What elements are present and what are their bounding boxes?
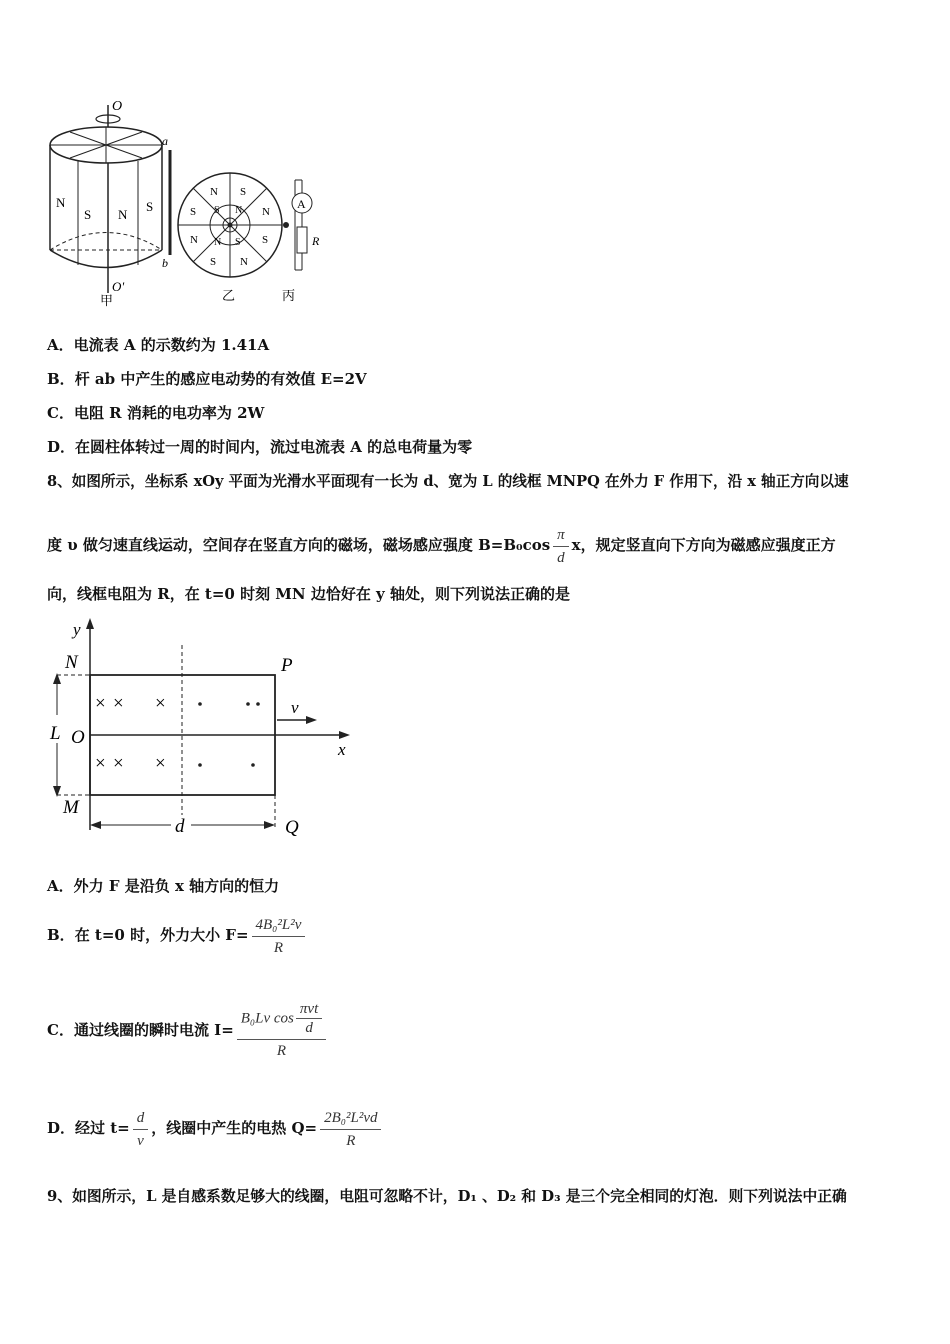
frac-num: d — [133, 1107, 149, 1130]
frac-num: 2B₀²L²vd — [320, 1107, 381, 1130]
disk-label: N — [235, 205, 243, 216]
label-Q: Q — [285, 817, 299, 838]
disk-label: S — [240, 186, 247, 198]
time-fraction — [133, 1107, 149, 1152]
label-A: A — [297, 197, 306, 211]
frac-den: d — [557, 549, 565, 566]
heat-fraction — [320, 1107, 381, 1152]
frac-num — [237, 1000, 326, 1040]
q8-option-b — [47, 910, 308, 960]
label-P: P — [281, 655, 293, 676]
q7-option-b — [47, 369, 367, 389]
label-R: R — [312, 234, 320, 248]
label-y: y — [73, 620, 81, 639]
option-letter: A． — [47, 336, 74, 354]
label-jia: 甲 — [100, 293, 114, 308]
cross-mark: × — [113, 753, 124, 774]
figure-1 — [40, 95, 340, 310]
option-text-1: 经过 t= — [75, 1119, 130, 1137]
q7-option-d — [47, 437, 472, 457]
q9-line-1: 9、如图所示，L 是自感系数足够大的线圈，电阻可忽略不计，D₁ 、D₂ 和 D₃ 是三个完全相同的灯泡．则下列说法中正确 — [47, 1188, 847, 1205]
option-text-2: ，线圈中产生的电热 Q= — [151, 1119, 318, 1137]
disk-label: N — [190, 234, 198, 246]
resistor-R — [297, 227, 307, 253]
label-a: a — [162, 134, 168, 148]
label-L: L — [50, 723, 61, 744]
disk-label: N — [240, 256, 248, 268]
option-text: 通过线圈的瞬时电流 I= — [73, 1021, 234, 1039]
q7-option-a — [47, 335, 269, 355]
q7-option-c — [47, 403, 264, 423]
figure-2 — [45, 615, 365, 845]
label-O: O — [71, 727, 85, 748]
label-M: M — [63, 797, 79, 818]
disk-label: S — [235, 237, 241, 248]
option-letter: D． — [47, 1119, 76, 1137]
inner-fraction — [296, 1000, 322, 1037]
option-text: 电阻 R 消耗的电功率为 2W — [73, 404, 265, 422]
option-text: 外力 F 是沿负 x 轴方向的恒力 — [73, 877, 280, 895]
option-letter: B． — [47, 370, 75, 388]
cyl-label-S1: S — [84, 207, 92, 222]
force-fraction — [252, 914, 306, 959]
option-text: 在 t=0 时，外力大小 F= — [74, 926, 249, 944]
frac-den: R — [276, 1043, 287, 1059]
option-letter: C． — [47, 404, 74, 422]
disk-label: S — [214, 205, 220, 216]
q8-line2-post: x，规定竖直向下方向为磁感应强度正方 — [571, 536, 836, 554]
label-O-bottom: O' — [112, 279, 125, 294]
frac-num: 4B₀²L²v — [252, 914, 306, 937]
cross-mark: × — [113, 693, 124, 714]
option-letter: A． — [47, 877, 74, 895]
label-b: b — [162, 256, 168, 270]
cross-mark: × — [155, 753, 166, 774]
option-letter: C． — [47, 1021, 74, 1039]
option-letter: D． — [47, 438, 76, 456]
label-yi: 乙 — [222, 288, 236, 303]
cross-mark: × — [155, 693, 166, 714]
label-x: x — [338, 740, 346, 759]
label-bing: 丙 — [282, 288, 296, 303]
disk-label: S — [190, 206, 197, 218]
disk-label: N — [214, 237, 222, 248]
cross-mark: × — [95, 693, 106, 714]
frac-den: v — [137, 1132, 144, 1149]
inner-den: d — [305, 1020, 313, 1036]
q8-line2-pre: 度 υ 做匀速直线运动，空间存在竖直方向的磁场，磁场感应强度 B=B₀cos — [47, 536, 551, 554]
current-fraction — [237, 1000, 326, 1062]
frac-den: R — [273, 939, 284, 956]
cyl-label-S2: S — [146, 199, 154, 214]
q8-option-c — [47, 995, 329, 1065]
q8-line-2 — [47, 520, 836, 570]
frac-den: R — [346, 1132, 356, 1149]
q8-option-d — [47, 1103, 384, 1153]
frac-num: π — [553, 524, 569, 547]
cyl-label-N2: N — [118, 207, 128, 222]
q8-line-3: 向，线框电阻为 R，在 t=0 时刻 MN 边恰好在 y 轴处，则下列说法正确的是 — [47, 585, 570, 603]
cos-fraction — [553, 524, 569, 569]
label-d: d — [175, 816, 185, 837]
cyl-label-N1: N — [56, 195, 66, 210]
option-letter: B． — [47, 926, 75, 944]
disk-label: N — [210, 186, 218, 198]
inner-num: πvt — [296, 1000, 322, 1019]
label-N: N — [65, 652, 78, 673]
disk-label: S — [262, 234, 269, 246]
option-text: 电流表 A 的示数约为 1.41A — [73, 336, 270, 354]
disk-label: S — [210, 256, 217, 268]
cross-mark: × — [95, 753, 106, 774]
option-text: 杆 ab 中产生的感应电动势的有效值 E=2V — [74, 370, 367, 388]
option-text: 在圆柱体转过一周的时间内，流过电流表 A 的总电荷量为零 — [75, 438, 473, 456]
label-v: v — [291, 698, 299, 717]
frac-num-text: B₀Lv cos — [240, 1010, 294, 1027]
disk-label: N — [262, 206, 270, 218]
label-O-top: O — [112, 99, 123, 114]
q8-option-a — [47, 876, 279, 896]
q8-line-1: 8、如图所示，坐标系 xOy 平面为光滑水平面现有一长为 d、宽为 L 的线框 MNPQ 在外力 F 作用下，沿 x 轴正方向以速 — [47, 473, 849, 490]
